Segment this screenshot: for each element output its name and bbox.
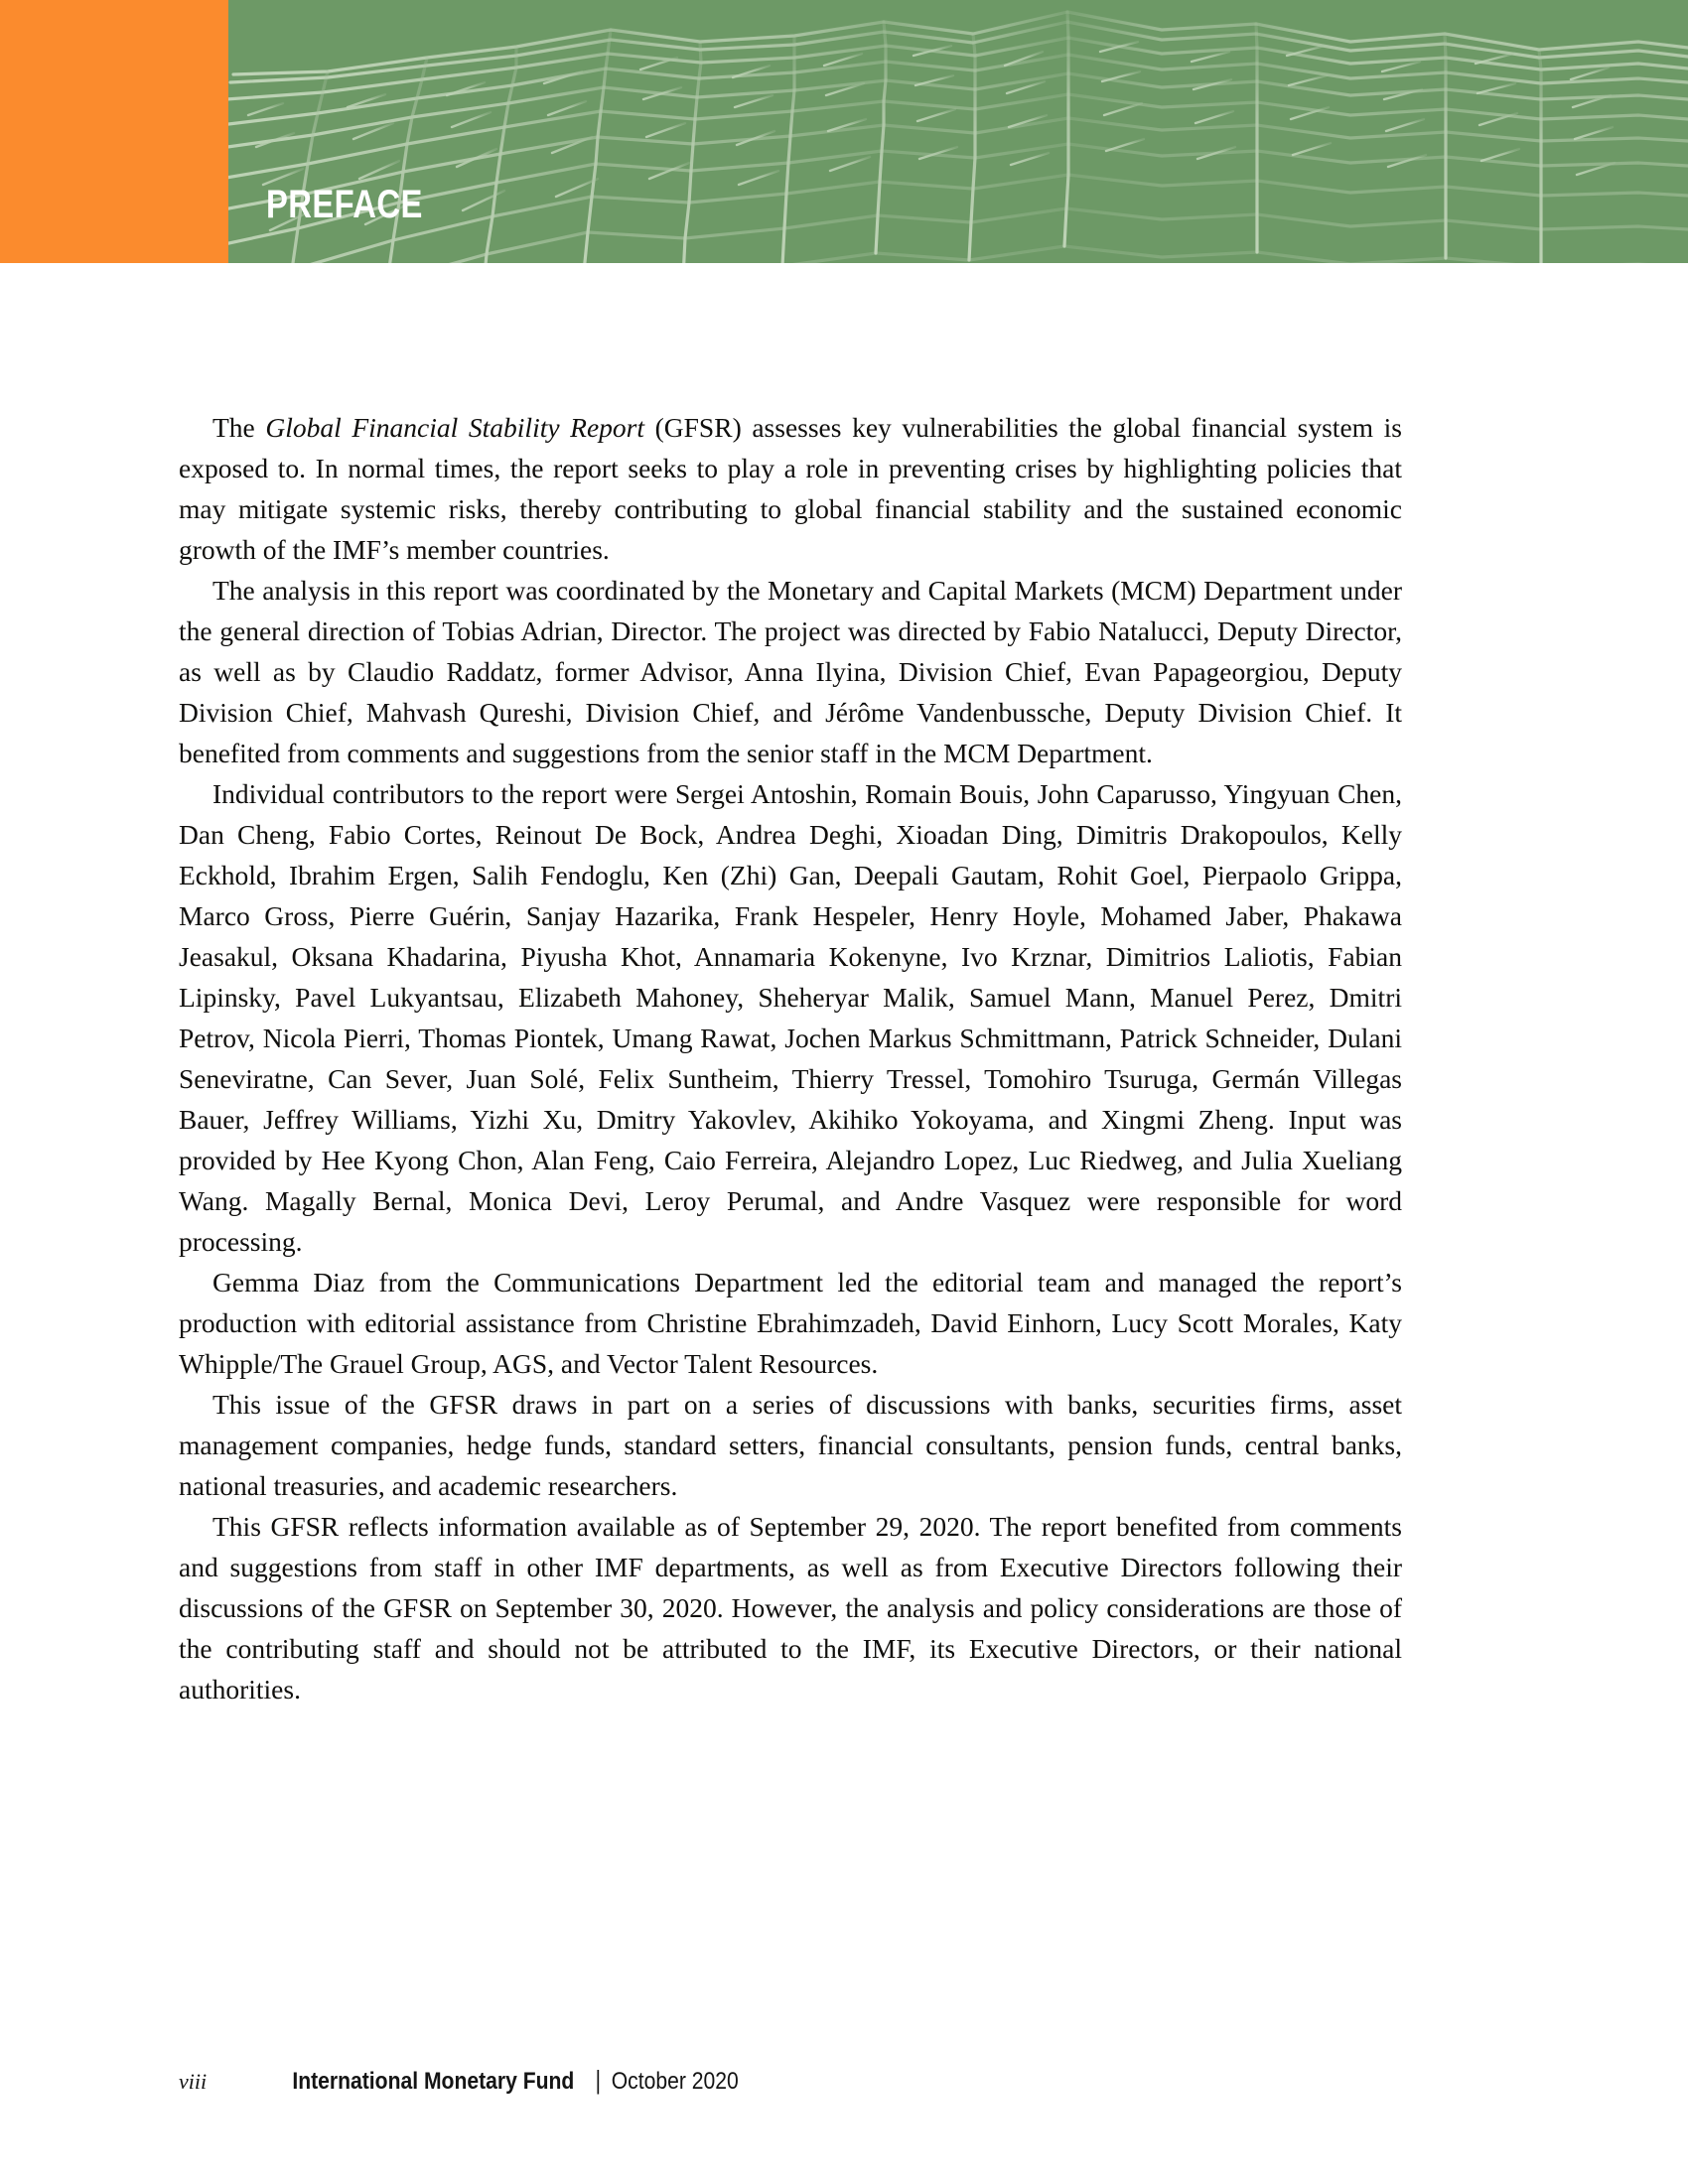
paragraph — [179, 1506, 1402, 1709]
paragraph — [179, 1384, 1402, 1506]
text-run: The — [212, 412, 266, 443]
paragraph — [179, 570, 1402, 773]
page-footer — [179, 2065, 1470, 2105]
footer-date: October 2020 — [612, 2068, 740, 2095]
text-run: (GFSR) assesses key vulnerabilities the global financial system is exposed to. In normal times, the report seeks to play a role in preventing crises by highlighting policies that may mitigate systemic risks, thereby contributing to global financial stability and the sustained economic growth of the IMF’s member countries. — [179, 412, 1402, 565]
header-green-background — [0, 0, 1688, 263]
text-run: This issue of the GFSR draws in part on a series of discussions with banks, securities firms, asset management companies, hedge funds, standard setters, financial consultants, pension funds, central banks, national treasuries, and academic researchers. — [179, 1389, 1402, 1501]
paragraph — [179, 1262, 1402, 1384]
text-run: Gemma Diaz from the Communications Department led the editorial team and managed the report’s production with editorial assistance from Christine Ebrahimzadeh, David Einhorn, Lucy Scott Morales, Katy Whipple/The Grauel Group, AGS, and Vector Talent Resources. — [179, 1267, 1402, 1379]
page-header-banner — [0, 0, 1688, 263]
italic-title-run: Global Financial Stability Report — [265, 412, 645, 443]
footer-organization: International Monetary Fund — [292, 2068, 575, 2095]
paragraph — [179, 407, 1402, 570]
page-number: viii — [179, 2069, 208, 2094]
wireframe-mesh-graphic — [0, 0, 1688, 263]
text-run: Individual contributors to the report were Sergei Antoshin, Romain Bouis, John Caparusso, Yingyuan Chen, Dan Cheng, Fabio Cortes, Reinout De Bock, Andrea Deghi, Xioadan Ding, Dimitris Drakopoulos, Kelly Eckhold, Ibrahim Ergen, Salih Fendoglu, Ken (Zhi) Gan, Deepali Gautam, Rohit Goel, Pierpaolo Grippa, Marco Gross, Pierre Guérin, Sanjay Hazarika, Frank Hespeler, Henry Hoyle, Mohamed Jaber, Phakawa Jeasakul, Oksana Khadarina, Piyusha Khot, Annamaria Kokenyne, Ivo Krznar, Dimitrios Laliotis, Fabian Lipinsky, Pavel Lukyantsau, Elizabeth Mahoney, Sheheryar Malik, Samuel Mann, Manuel Perez, Dmitri Petrov, Nicola Pierri, Thomas Piontek, Umang Rawat, Jochen Markus Schmittmann, Patrick Schneider, Dulani Seneviratne, Can Sever, Juan Solé, Felix Suntheim, Thierry Tressel, Tomohiro Tsuruga, Germán Villegas Bauer, Jeffrey Williams, Yizhi Xu, Dmitry Yakovlev, Akihiko Yokoyama, and Xingmi Zheng. Input was provided by Hee Kyong Chon, Alan Feng, Caio Ferreira, Alejandro Lopez, Luc Riedweg, and Julia Xueliang Wang. Magally Bernal, Monica Devi, Leroy Perumal, and Andre Vasquez were responsible for word processing. — [179, 778, 1402, 1257]
page-title: PREFACE — [266, 183, 423, 226]
accent-orange-block — [0, 0, 228, 263]
text-run: This GFSR reflects information available as of September 29, 2020. The report benefited from comments and suggestions from staff in other IMF departments, as well as from Executive Directors following their discussions of the GFSR on September 30, 2020. However, the analysis and policy considerations are those of the contributing staff and should not be attributed to the IMF, its Executive Directors, or their national authorities. — [179, 1511, 1402, 1705]
preface-body — [179, 407, 1402, 1709]
paragraph — [179, 773, 1402, 1262]
text-run: The analysis in this report was coordinated by the Monetary and Capital Markets (MCM) Department under the general direction of Tobias Adrian, Director. The project was directed by Fabio Natalucci, Deputy Director, as well as by Claudio Raddatz, former Advisor, Anna Ilyina, Division Chief, Evan Papageorgiou, Deputy Division Chief, Mahvash Qureshi, Division Chief, and Jérôme Vandenbussche, Deputy Division Chief. It benefited from comments and suggestions from the senior staff in the MCM Department. — [179, 575, 1402, 768]
footer-separator: | — [595, 2065, 601, 2095]
